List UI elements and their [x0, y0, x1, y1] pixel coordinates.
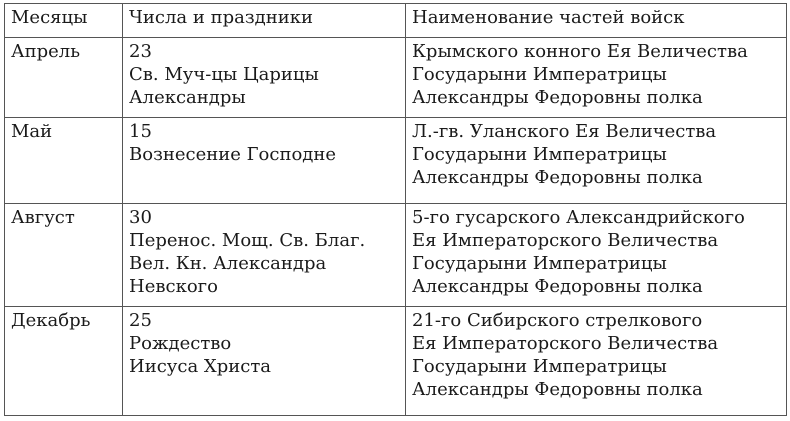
unit-line: Государыни Императрицы — [412, 64, 667, 85]
feast-cell — [123, 118, 406, 204]
unit-line: Государыни Императрицы — [412, 144, 667, 165]
table-row — [5, 204, 787, 307]
feast-line: Св. Муч-цы Царицы — [129, 64, 319, 85]
unit-cell — [406, 38, 787, 118]
unit-line: Государыни Императрицы — [412, 356, 667, 377]
month-cell: Декабрь — [5, 307, 123, 416]
unit-line: Александры Федоровны полка — [412, 167, 703, 188]
feast-line: Иисуса Христа — [129, 356, 272, 377]
day-number: 23 — [129, 41, 152, 62]
unit-line: Александры Федоровны полка — [412, 379, 703, 400]
feast-line: Перенос. Мощ. Св. Благ. — [129, 230, 366, 251]
month-cell: Август — [5, 204, 123, 307]
unit-cell — [406, 118, 787, 204]
unit-line: 21-го Сибирского стрелкового — [412, 310, 703, 331]
feast-line: Невского — [129, 276, 218, 297]
unit-line: 5-го гусарского Александрийского — [412, 207, 745, 228]
unit-line: Александры Федоровны полка — [412, 87, 703, 108]
feast-cell — [123, 38, 406, 118]
header-units: Наименование частей войск — [406, 4, 787, 38]
feast-days-table — [4, 3, 787, 416]
day-number: 25 — [129, 310, 152, 331]
day-number: 15 — [129, 121, 152, 142]
feast-line: Вознесение Господне — [129, 144, 337, 165]
header-row — [5, 4, 787, 38]
unit-cell — [406, 307, 787, 416]
unit-line: Крымского конного Ея Величества — [412, 41, 748, 62]
unit-line: Ея Императорского Величества — [412, 333, 719, 354]
month-cell: Май — [5, 118, 123, 204]
table-row — [5, 38, 787, 118]
unit-cell — [406, 204, 787, 307]
feast-line: Александры — [129, 87, 246, 108]
feast-cell — [123, 204, 406, 307]
unit-line: Ея Императорского Величества — [412, 230, 719, 251]
table-row — [5, 307, 787, 416]
table-row — [5, 118, 787, 204]
unit-line: Л.-гв. Уланского Ея Величества — [412, 121, 717, 142]
header-dates-feasts: Числа и праздники — [123, 4, 406, 38]
month-cell: Апрель — [5, 38, 123, 118]
feast-line: Вел. Кн. Александра — [129, 253, 327, 274]
day-number: 30 — [129, 207, 152, 228]
unit-line: Александры Федоровны полка — [412, 276, 703, 297]
feast-cell — [123, 307, 406, 416]
header-months: Месяцы — [5, 4, 123, 38]
feast-line: Рождество — [129, 333, 232, 354]
unit-line: Государыни Императрицы — [412, 253, 667, 274]
